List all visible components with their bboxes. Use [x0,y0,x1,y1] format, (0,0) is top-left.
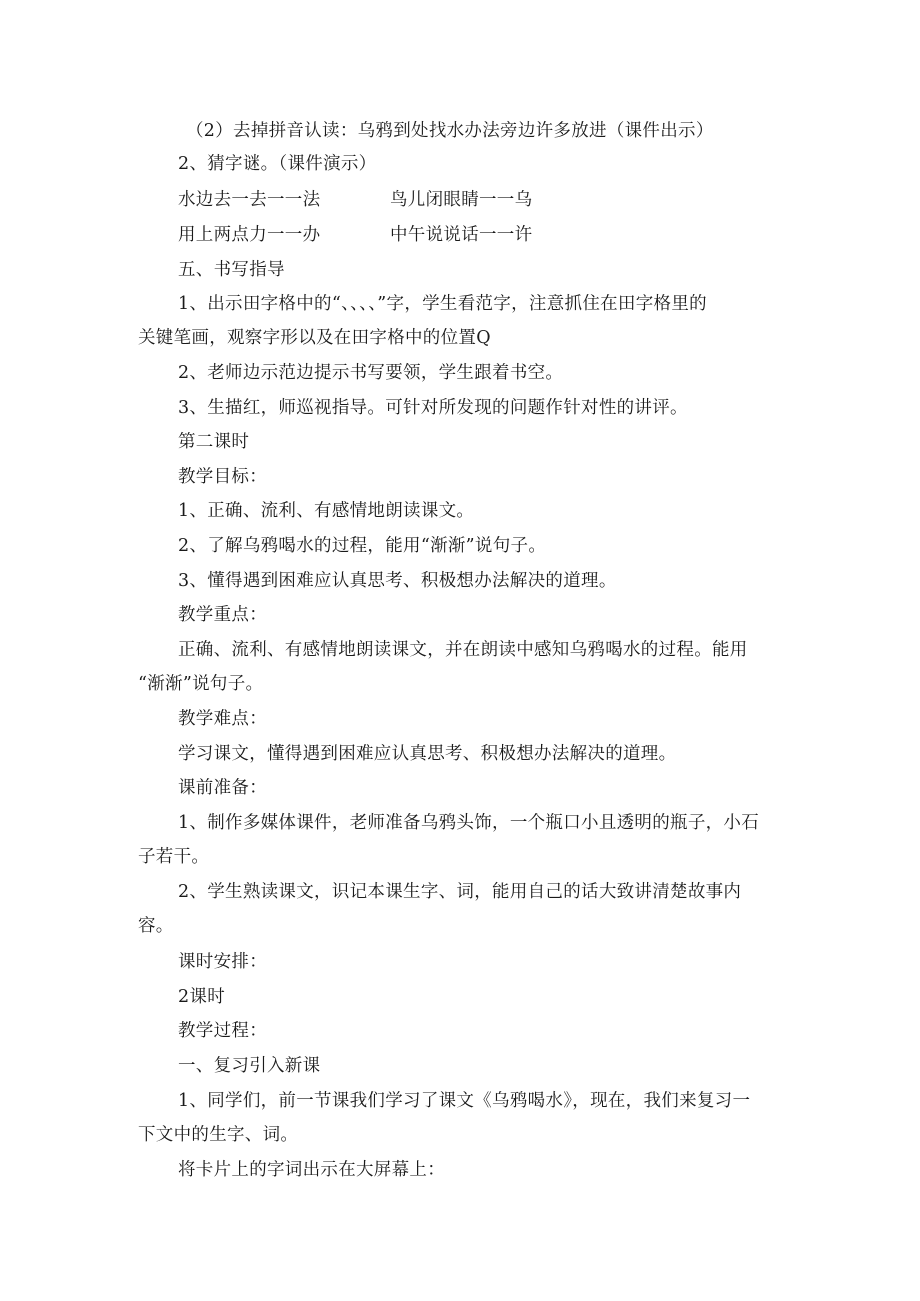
goal-1: 1、正确、流利、有感情地朗读课文。 [178,501,475,521]
preparation-1b: 子若干。 [138,847,210,867]
difficulties-text: 学习课文，懂得遇到困难应认真思考、积极想办法解决的道理。 [178,744,677,764]
text-line-writing-1a: 1、出示田字格中的“、、、、”字，学生看范字，注意抓住在田字格里的 [178,294,707,314]
section-heading-writing: 五、书写指导 [178,260,285,280]
text-line-riddle-heading: 2、猜字谜。（课件演示） [178,154,377,174]
key-points-b: “渐渐”说句子。 [138,674,264,694]
text-line-writing-1b: 关键笔画，观察字形以及在田字格中的位置Q [138,328,491,348]
key-points-a: 正确、流利、有感情地朗读课文，并在朗读中感知乌鸦喝水的过程。能用 [178,640,748,660]
schedule-text: 2课时 [178,987,226,1007]
riddle-xu: 中午说说话一一许 [390,225,533,245]
text-line-writing-2: 2、老师边示范边提示书写要领，学生跟着书空。 [178,363,564,383]
riddle-wu: 鸟儿闭眼睛一一乌 [390,190,533,210]
goal-2: 2、了解乌鸦喝水的过程，能用“渐渐”说句子。 [178,536,547,556]
text-line-writing-3: 3、生描红，师巡视指导。可针对所发现的问题作针对性的讲评。 [178,398,688,418]
review-1a: 1、同学们，前一节课我们学习了课文《乌鸦喝水》，现在，我们来复习一 [178,1091,751,1111]
riddle-ban: 用上两点力一一办 [178,225,321,245]
heading-process: 教学过程： [178,1021,267,1041]
goal-3: 3、懂得遇到困难应认真思考、积极想办法解决的道理。 [178,571,617,591]
text-line-recognition: （2）去掉拼音认读：乌鸦到处找水办法旁边许多放进（课件出示） [186,121,714,141]
heading-teaching-goals: 教学目标： [178,467,267,487]
heading-key-points: 教学重点： [178,605,267,625]
heading-schedule: 课时安排： [178,952,267,972]
review-1b: 下文中的生字、词。 [138,1125,299,1145]
section-heading-review: 一、复习引入新课 [178,1056,321,1076]
preparation-1a: 1、制作多媒体课件，老师准备乌鸦头饰，一个瓶口小且透明的瓶子，小石 [178,813,760,833]
section-heading-second-lesson: 第二课时 [178,432,250,452]
heading-preparation: 课前准备： [178,778,267,798]
heading-difficulties: 教学难点： [178,709,267,729]
text-line-cards: 将卡片上的字词出示在大屏幕上： [178,1160,445,1180]
preparation-2a: 2、学生熟读课文，识记本课生字、词，能用自己的话大致讲清楚故事内 [178,882,742,902]
preparation-2b: 容。 [138,916,174,936]
riddle-fa: 水边去一去一一法 [178,190,321,210]
